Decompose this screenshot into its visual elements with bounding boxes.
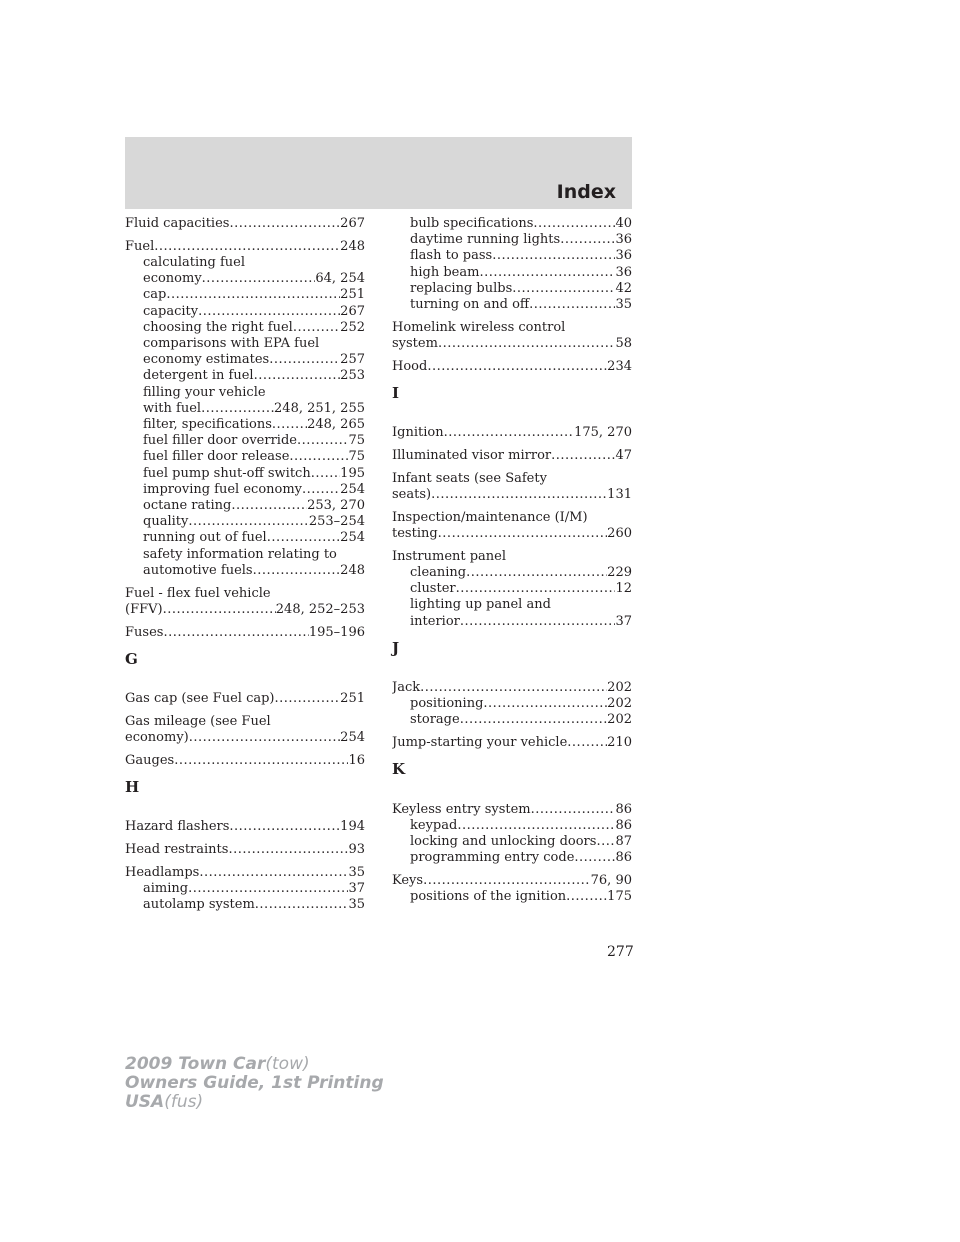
dot-leader — [231, 498, 307, 514]
index-term-text: Jack — [392, 680, 421, 696]
index-term-text: Infant seats (see Safety — [392, 470, 547, 486]
dot-leader — [529, 297, 615, 313]
index-term — [392, 448, 632, 464]
index-subentry — [125, 498, 365, 514]
index-term-text: replacing bulbs — [410, 280, 513, 296]
index-page-ref: 42 — [615, 280, 632, 296]
dot-leader — [420, 680, 607, 696]
index-term-text: filter, specifications — [143, 417, 272, 433]
index-subentry — [125, 417, 365, 433]
index-term — [125, 714, 365, 730]
index-entry — [392, 216, 632, 313]
index-column-right — [392, 216, 632, 912]
index-term — [392, 471, 632, 487]
dot-leader — [438, 336, 616, 352]
dot-leader — [531, 802, 616, 818]
index-page-ref: 267 — [340, 303, 365, 319]
index-page-ref: 175 — [607, 889, 632, 905]
index-term — [125, 730, 365, 746]
index-term-text: system — [392, 336, 438, 352]
index-term-text: fuel filler door override — [143, 433, 297, 449]
index-term-text: lighting up panel and — [410, 597, 551, 613]
index-term-text: Hood — [392, 358, 428, 374]
index-term-text: Hazard flashers — [125, 819, 230, 835]
index-entry — [125, 625, 365, 641]
dot-leader — [427, 359, 607, 375]
index-page-ref: 37 — [348, 881, 365, 897]
index-page-ref: 202 — [607, 696, 632, 712]
index-term-text: Keys — [392, 873, 424, 889]
index-term — [125, 625, 365, 641]
index-page-ref: 251 — [340, 287, 365, 303]
index-page-ref: 47 — [615, 448, 632, 464]
index-page-ref: 35 — [615, 297, 632, 313]
index-term — [125, 842, 365, 858]
dot-leader — [166, 287, 340, 303]
index-page-ref: 248 — [340, 238, 365, 254]
index-page-ref: 253 — [340, 368, 365, 384]
index-subentry — [125, 881, 365, 897]
index-page-ref: 254 — [340, 481, 365, 497]
index-subentry — [392, 889, 632, 905]
index-subentry — [392, 850, 632, 866]
index-page-ref: 35 — [348, 864, 365, 880]
index-page-ref: 253, 270 — [307, 498, 365, 514]
dot-leader — [460, 712, 607, 728]
index-term-text: locking and unlocking doors — [410, 834, 597, 850]
index-term — [125, 753, 365, 769]
index-letter-heading: H — [125, 778, 140, 797]
index-page-ref: 40 — [615, 216, 632, 231]
index-term-text: autolamp system — [143, 897, 255, 913]
footer-edition: Owners Guide, 1st Printing — [125, 1073, 384, 1093]
index-page-ref: 87 — [615, 834, 632, 850]
index-page-ref: 93 — [348, 842, 365, 858]
dot-leader — [267, 530, 340, 546]
index-entry — [125, 216, 365, 232]
dot-leader — [199, 865, 348, 881]
index-subentry — [392, 565, 632, 581]
dot-leader — [188, 514, 309, 530]
index-term-text: economy — [143, 271, 202, 287]
index-term-text: (FFV) — [125, 601, 163, 617]
index-page-ref: 252 — [340, 319, 365, 335]
index-entry — [125, 586, 365, 618]
dot-leader — [457, 818, 615, 834]
dot-leader — [512, 281, 615, 297]
index-term — [392, 549, 632, 565]
dot-leader — [566, 889, 607, 905]
index-term-text: Fluid capacities — [125, 216, 230, 231]
footer-model: 2009 Town Car — [125, 1054, 266, 1074]
page-number: 277 — [607, 944, 634, 960]
footer-market: USA — [125, 1092, 165, 1112]
index-term — [125, 819, 365, 835]
index-subentry — [125, 897, 365, 913]
index-term-text: improving fuel economy — [143, 481, 303, 497]
index-term — [392, 359, 632, 375]
dot-leader — [269, 352, 340, 368]
index-page-ref: 36 — [615, 248, 632, 264]
index-page-ref: 131 — [607, 487, 632, 503]
index-subentry — [125, 449, 365, 465]
index-page-ref: 76, 90 — [590, 873, 632, 889]
index-page-ref: 64, 254 — [315, 271, 365, 287]
index-page-ref: 36 — [615, 264, 632, 280]
index-term — [392, 526, 632, 542]
dot-leader — [492, 248, 615, 264]
dot-leader — [293, 320, 340, 336]
index-term-text: octane rating — [143, 498, 232, 514]
index-term — [125, 691, 365, 707]
index-term-text: Gas mileage (see Fuel — [125, 713, 271, 729]
index-subentry — [125, 352, 365, 368]
index-subentry — [125, 401, 365, 417]
index-page-ref: 16 — [348, 752, 365, 768]
index-subentry — [392, 834, 632, 850]
footer-market-code: (fus) — [164, 1092, 204, 1112]
index-page-ref: 210 — [607, 735, 632, 751]
index-page-ref: 234 — [607, 358, 632, 374]
index-entry — [392, 510, 632, 542]
index-term-text: programming entry code — [410, 850, 575, 866]
index-entry — [125, 714, 365, 746]
index-term-text: keypad — [410, 817, 458, 833]
index-term-text: storage — [410, 712, 460, 728]
index-entry — [392, 448, 632, 464]
index-term-text: flash to pass — [410, 248, 493, 264]
index-term — [125, 586, 365, 602]
index-term-text: Headlamps — [125, 864, 200, 880]
index-term — [392, 487, 632, 503]
index-term-text: bulb specifications — [410, 216, 534, 231]
index-term-text: Jump-starting your vehicle — [392, 735, 568, 751]
index-subentry — [392, 614, 632, 630]
index-entry — [125, 842, 365, 858]
index-entry — [125, 865, 365, 914]
index-subentry — [392, 232, 632, 248]
index-entry — [392, 425, 632, 441]
index-letter-heading: K — [392, 760, 406, 779]
index-page-ref: 253–254 — [308, 514, 365, 530]
dot-leader — [431, 487, 607, 503]
index-term-text: turning on and off — [410, 297, 530, 313]
index-subentry — [125, 547, 365, 563]
footer-model-code: (tow) — [265, 1054, 310, 1074]
dot-leader — [228, 842, 348, 858]
index-page-ref: 248 — [340, 562, 365, 578]
index-page-ref: 195 — [340, 465, 365, 481]
dot-leader — [198, 304, 340, 320]
index-term-text: Gauges — [125, 752, 175, 768]
index-term — [392, 873, 632, 889]
index-term — [392, 320, 632, 336]
index-term-text: Keyless entry system — [392, 801, 531, 817]
index-page-ref: 86 — [615, 817, 632, 833]
index-page-ref: 58 — [615, 336, 632, 352]
index-term-text: cleaning — [410, 565, 467, 581]
index-subentry — [125, 255, 365, 271]
index-subentry — [125, 320, 365, 336]
index-subentry — [392, 597, 632, 613]
index-entry — [392, 471, 632, 503]
index-subentry — [392, 818, 632, 834]
index-subentry — [125, 514, 365, 530]
index-subentry — [125, 530, 365, 546]
index-page-ref: 75 — [348, 433, 365, 449]
index-term-text: calculating fuel — [143, 255, 245, 270]
index-term — [392, 425, 632, 441]
index-term-text: daytime running lights — [410, 232, 561, 248]
index-page-ref: 229 — [607, 565, 632, 581]
index-term-text: safety information relating to — [143, 546, 337, 562]
index-page-ref: 248, 252–253 — [275, 601, 365, 617]
index-term — [125, 602, 365, 618]
dot-leader — [188, 881, 348, 897]
index-subentry — [392, 216, 632, 232]
index-page-ref: 36 — [615, 232, 632, 248]
dot-leader — [466, 565, 607, 581]
dot-leader — [460, 614, 616, 630]
index-subentry — [392, 581, 632, 597]
index-term-text: Instrument panel — [392, 548, 507, 564]
section-header-band — [125, 137, 632, 209]
index-term — [392, 510, 632, 526]
index-entry — [125, 239, 365, 579]
index-page-ref: 12 — [615, 581, 632, 597]
index-term-text: aiming — [143, 881, 189, 897]
index-subentry — [125, 563, 365, 579]
section-title: Index — [556, 181, 616, 203]
index-subentry — [125, 304, 365, 320]
index-term-text: interior — [410, 613, 460, 629]
index-term-text: high beam — [410, 264, 480, 280]
index-term-text: capacity — [143, 303, 199, 319]
index-page-ref: 254 — [340, 730, 365, 746]
index-page-ref: 251 — [340, 691, 365, 707]
index-term-text: positioning — [410, 696, 484, 712]
index-term-text: cap — [143, 287, 167, 303]
index-page-ref: 37 — [615, 613, 632, 629]
index-term — [392, 735, 632, 751]
dot-leader — [229, 819, 340, 835]
index-term-text: comparisons with EPA fuel — [143, 336, 320, 352]
index-subentry — [392, 696, 632, 712]
index-page-ref: 86 — [615, 850, 632, 866]
dot-leader — [202, 271, 316, 287]
footer-line-1 — [125, 1055, 384, 1074]
index-letter-heading: G — [125, 649, 138, 668]
index-page-ref: 202 — [607, 712, 632, 728]
index-page-ref: 175, 270 — [574, 425, 632, 441]
index-page-ref: 195–196 — [308, 624, 365, 640]
index-term-text: with fuel — [143, 400, 202, 416]
index-page-ref: 267 — [340, 216, 365, 231]
footer-line-3 — [125, 1093, 384, 1112]
dot-leader — [189, 730, 340, 746]
dot-leader — [311, 466, 340, 482]
dot-leader — [551, 448, 615, 464]
index-term-text: fuel filler door release — [143, 449, 290, 465]
dot-leader — [574, 850, 615, 866]
document-footer — [125, 1055, 384, 1112]
dot-leader — [483, 696, 607, 712]
index-entry — [392, 873, 632, 905]
index-subentry — [125, 385, 365, 401]
index-page-ref: 254 — [340, 530, 365, 546]
index-term — [392, 680, 632, 696]
index-term-text: Fuel - flex fuel vehicle — [125, 585, 271, 601]
index-entry — [125, 691, 365, 707]
index-page-ref: 248, 265 — [307, 417, 365, 433]
index-term-text: testing — [392, 526, 438, 542]
index-term-text: running out of fuel — [143, 530, 267, 546]
index-term-text: Illuminated visor mirror — [392, 448, 552, 464]
index-term-text: quality — [143, 514, 189, 530]
footer-line-2 — [125, 1074, 384, 1093]
index-term-text: Inspection/maintenance (I/M) — [392, 509, 588, 525]
dot-leader — [456, 581, 616, 597]
index-subentry — [392, 265, 632, 281]
index-term-text: choosing the right fuel — [143, 319, 293, 335]
index-subentry — [125, 433, 365, 449]
dot-leader — [253, 563, 341, 579]
index-term-text: fuel pump shut-off switch — [143, 465, 311, 481]
dot-leader — [201, 401, 274, 417]
index-page-ref: 35 — [348, 897, 365, 913]
index-term — [125, 216, 365, 232]
dot-leader — [163, 625, 308, 641]
dot-leader — [154, 239, 340, 255]
dot-leader — [289, 449, 348, 465]
index-subentry — [125, 336, 365, 352]
index-term-text: Homelink wireless control — [392, 319, 566, 335]
index-term-text: cluster — [410, 581, 456, 597]
index-page-ref: 86 — [615, 801, 632, 817]
index-term-text: Gas cap (see Fuel cap) — [125, 691, 275, 707]
index-term — [392, 336, 632, 352]
dot-leader — [272, 417, 307, 433]
index-page-ref: 257 — [340, 352, 365, 368]
index-term-text: Ignition — [392, 425, 444, 441]
dot-leader — [479, 265, 615, 281]
index-entry — [125, 753, 365, 769]
index-term-text: Head restraints — [125, 842, 229, 858]
index-subentry — [125, 368, 365, 384]
index-page-ref: 75 — [348, 449, 365, 465]
dot-leader — [174, 753, 348, 769]
index-subentry — [125, 287, 365, 303]
index-term-text: Fuses — [125, 624, 164, 640]
dot-leader — [163, 602, 276, 618]
index-subentry — [125, 466, 365, 482]
dot-leader — [444, 425, 575, 441]
index-term-text: economy) — [125, 730, 189, 746]
dot-leader — [423, 873, 591, 889]
dot-leader — [567, 735, 607, 751]
index-letter-heading: I — [392, 384, 400, 403]
index-entry — [392, 359, 632, 375]
index-subentry — [392, 248, 632, 264]
index-subentry — [125, 271, 365, 287]
index-page-ref: 260 — [607, 526, 632, 542]
dot-leader — [560, 232, 615, 248]
index-term-text: Fuel — [125, 238, 155, 254]
dot-leader — [438, 526, 608, 542]
index-page-ref: 248, 251, 255 — [274, 400, 365, 416]
index-term-text: filling your vehicle — [143, 384, 266, 400]
index-term — [125, 239, 365, 255]
index-entry — [125, 819, 365, 835]
index-entry — [392, 802, 632, 867]
index-subentry — [392, 712, 632, 728]
dot-leader — [302, 482, 340, 498]
index-page-ref: 194 — [340, 819, 365, 835]
dot-leader — [275, 691, 341, 707]
index-subentry — [125, 482, 365, 498]
index-entry — [392, 735, 632, 751]
index-entry — [392, 549, 632, 630]
dot-leader — [255, 897, 349, 913]
index-term-text: seats) — [392, 487, 432, 503]
index-entry — [392, 320, 632, 352]
index-term-text: positions of the ignition — [410, 889, 567, 905]
dot-leader — [254, 368, 341, 384]
index-subentry — [392, 281, 632, 297]
dot-leader — [596, 834, 615, 850]
dot-leader — [297, 433, 348, 449]
index-term — [392, 802, 632, 818]
dot-leader — [229, 216, 340, 232]
index-letter-heading: J — [392, 638, 400, 657]
index-column-left — [125, 216, 365, 920]
index-page-ref: 202 — [607, 680, 632, 696]
index-entry — [392, 680, 632, 729]
dot-leader — [533, 216, 615, 232]
index-subentry — [392, 297, 632, 313]
index-term — [125, 865, 365, 881]
index-term-text: detergent in fuel — [143, 368, 254, 384]
index-term-text: economy estimates — [143, 352, 270, 368]
index-term-text: automotive fuels — [143, 562, 253, 578]
